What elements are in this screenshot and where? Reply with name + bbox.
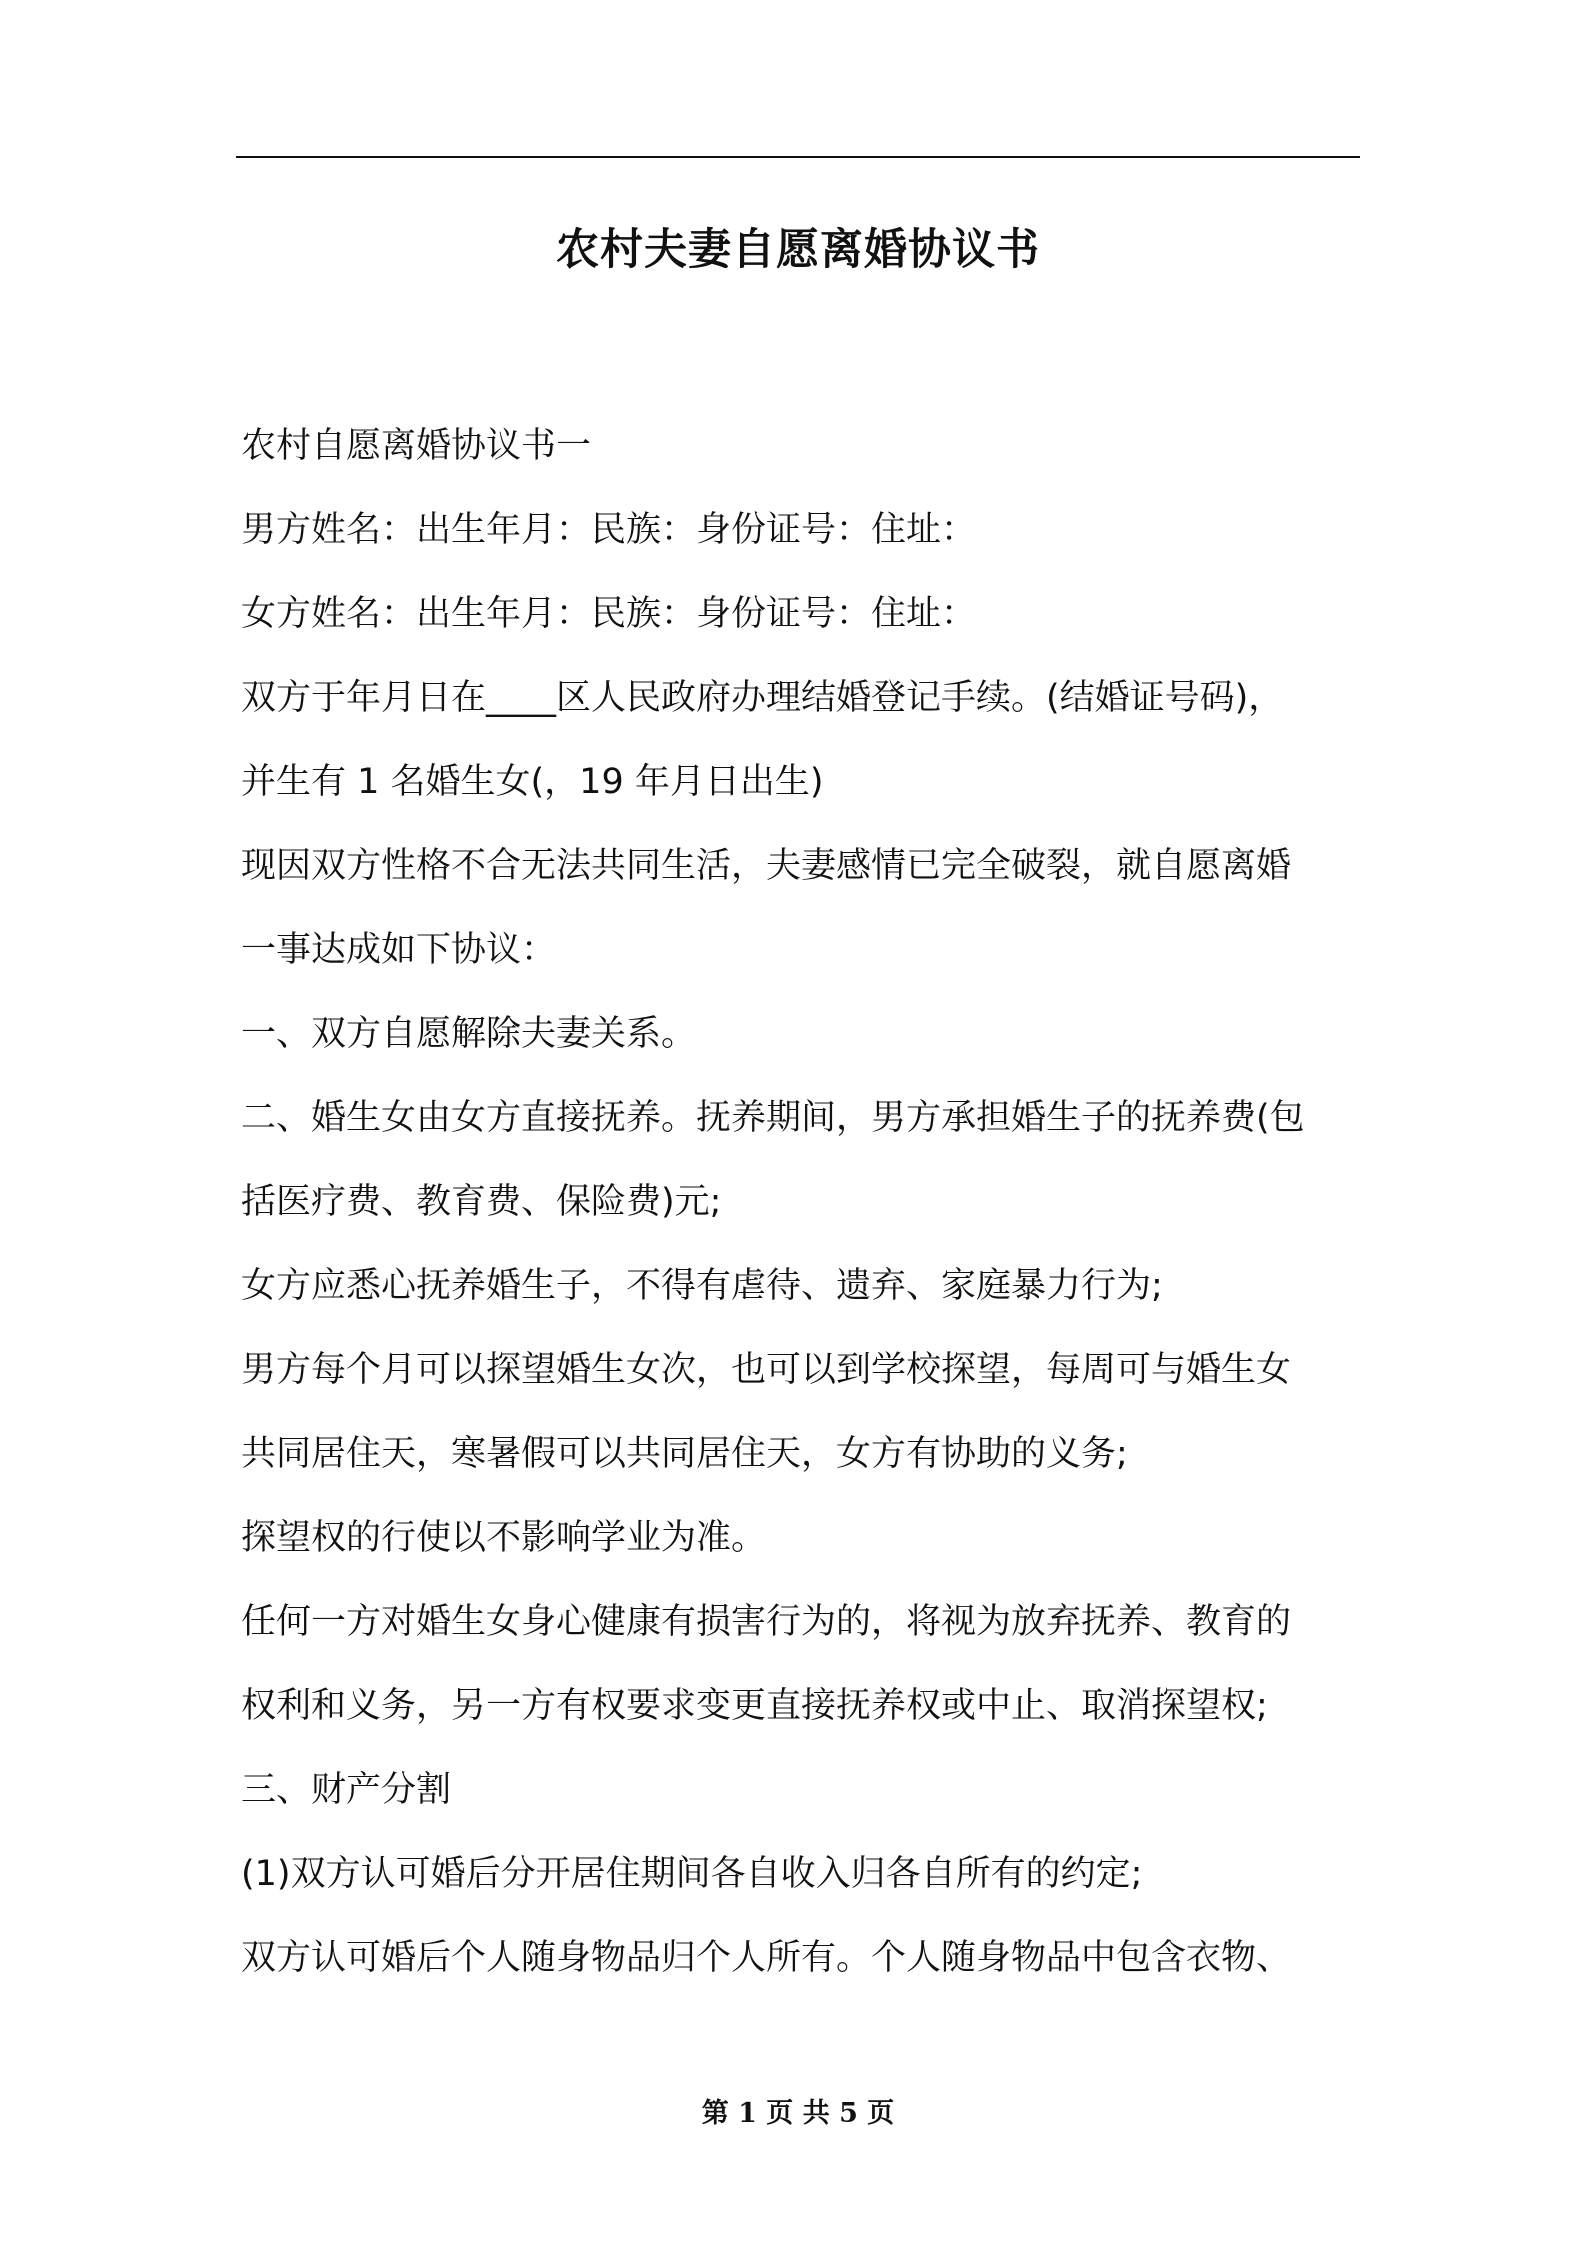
body-line: 农村自愿离婚协议书一 (241, 426, 592, 466)
body-line: 现因双方性格不合无法共同生活，夫妻感情已完全破裂，就自愿离婚 (241, 846, 1292, 886)
body-line: 女方姓名：出生年月：民族：身份证号：住址： (241, 594, 977, 634)
body-line: 任何一方对婚生女身心健康有损害行为的，将视为放弃抚养、教育的 (241, 1602, 1292, 1642)
header-rule (236, 156, 1360, 158)
body-line: 一、双方自愿解除夫妻关系。 (241, 1014, 697, 1054)
body-line: 探望权的行使以不影响学业为准。 (241, 1518, 767, 1558)
body-line: 权利和义务，另一方有权要求变更直接抚养权或中止、取消探望权; (241, 1686, 1268, 1726)
body-line: 双方认可婚后个人随身物品归个人所有。个人随身物品中包含衣物、 (241, 1938, 1292, 1978)
body-line: 男方每个月可以探望婚生女次，也可以到学校探望，每周可与婚生女 (241, 1350, 1292, 1390)
body-line: 共同居住天，寒暑假可以共同居住天，女方有协助的义务; (241, 1434, 1128, 1474)
body-line: (1)双方认可婚后分开居住期间各自收入归各自所有的约定; (241, 1854, 1143, 1894)
body-line: 并生有 1 名婚生女(，19 年月日出生) (241, 762, 824, 802)
body-line: 括医疗费、教育费、保险费)元; (241, 1182, 722, 1222)
document-title: 农村夫妻自愿离婚协议书 (556, 225, 1040, 275)
page-footer: 第 1 页 共 5 页 (701, 2098, 895, 2129)
body-line: 男方姓名：出生年月：民族：身份证号：住址： (241, 510, 977, 550)
body-line: 二、婚生女由女方直接抚养。抚养期间，男方承担婚生子的抚养费(包 (241, 1098, 1305, 1138)
body-line: 三、财产分割 (241, 1770, 452, 1810)
body-line: 一事达成如下协议： (241, 930, 557, 970)
body-line: 双方于年月日在____区人民政府办理结婚登记手续。(结婚证号码)， (241, 678, 1284, 718)
body-line: 女方应悉心抚养婚生子，不得有虐待、遗弃、家庭暴力行为; (241, 1266, 1163, 1306)
document-body (241, 404, 1366, 2000)
